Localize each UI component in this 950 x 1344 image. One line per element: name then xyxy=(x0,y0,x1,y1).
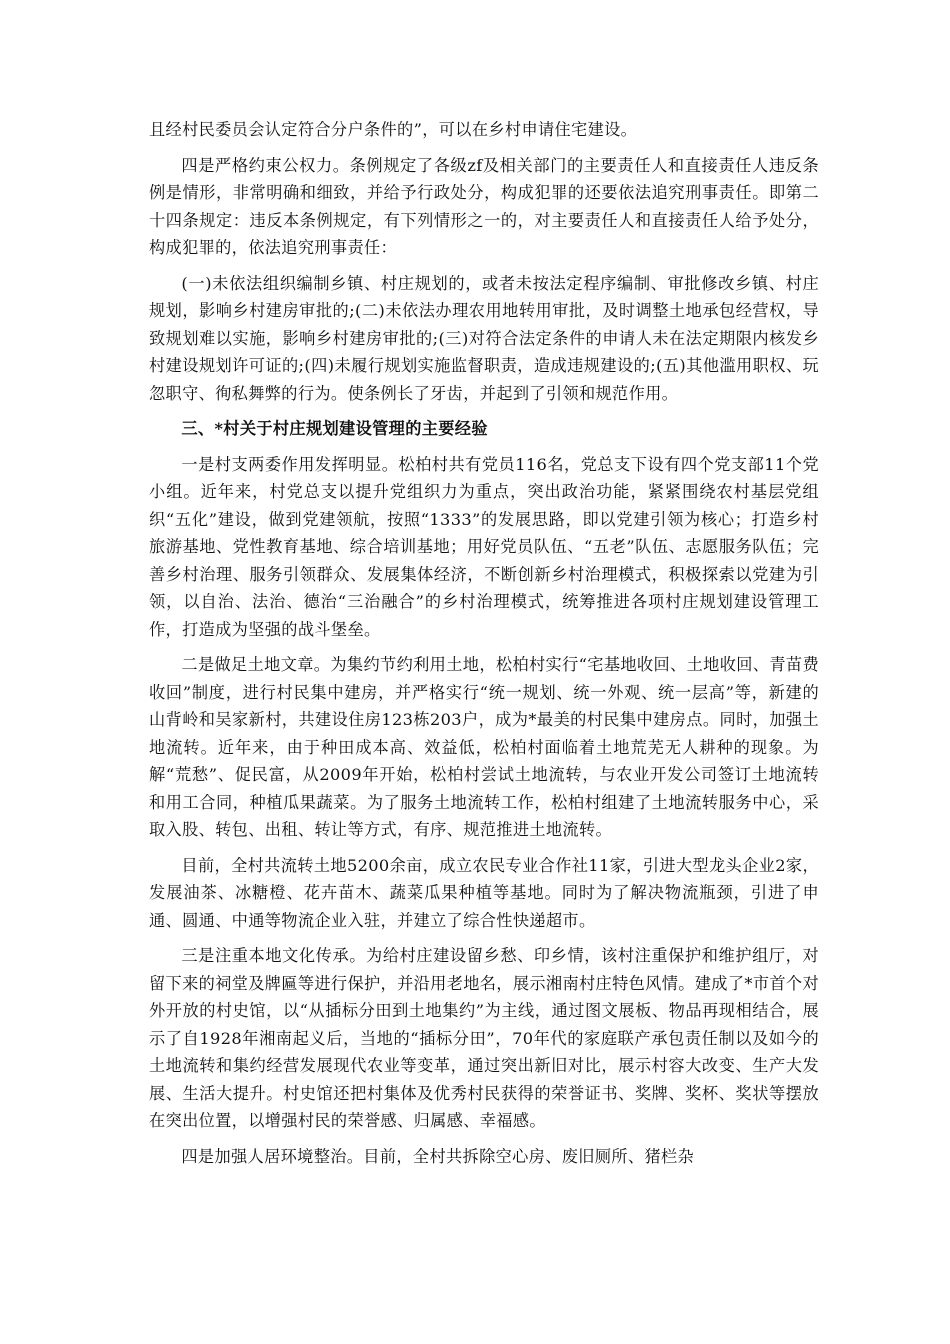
paragraph-land: 二是做足土地文章。为集约节约利用土地，松柏村实行“宅基地收回、土地收回、青苗费收回”制度，进行村民集中建房，并严格实行“统一规划、统一外观、统一层高”等，新建的山背岭和吴家新村，共建设住房123栋203户，成为*最美的村民集中建房点。同时，加强土地流转。近年来，由于种田成本高、效益低，松柏村面临着土地荒芜无人耕种的现象。为解“荒愁”、促民富，从2009年开始，松柏村尝试土地流转，与农业开发公司签订土地流转和用工合同，种植瓜果蔬菜。为了服务土地流转工作，松柏村组建了土地流转服务中心，采取入股、转包、出租、转让等方式，有序、规范推进土地流转。 xyxy=(149,655,819,839)
paragraph-culture: 三是注重本地文化传承。为给村庄建设留乡愁、印乡情，该村注重保护和维护组厅，对留下来的祠堂及牌匾等进行保护，并沿用老地名，展示湘南村庄特色风情。建成了*市首个对外开放的村史馆，以“从插标分田到土地集约”为主线，通过图文展板、物品再现相结合，展示了自1928年湘南起义后，当地的“插标分田”，70年代的家庭联产承包责任制以及如今的土地流转和集约经营发展现代农业等变革，通过突出新旧对比，展示村容大改变、生产大发展、生活大提升。村史馆还把村集体及优秀村民获得的荣誉证书、奖牌、奖杯、奖状等摆放在突出位置，以增强村民的荣誉感、归属感、幸福感。 xyxy=(149,946,819,1130)
section-heading: 三、*村关于村庄规划建设管理的主要经验 xyxy=(181,419,488,438)
paragraph-land-transfer-results: 目前，全村共流转土地5200余亩，成立农民专业合作社11家，引进大型龙头企业2家，发展油茶、冰糖橙、花卉苗木、蔬菜瓜果种植等基地。同时为了解决物流瓶颈，引进了申通、圆通、中通等物流企业入驻，并建立了综合性快递超市。 xyxy=(149,855,819,930)
paragraph-environment: 四是加强人居环境整治。目前，全村共拆除空心房、废旧厕所、猪栏杂 xyxy=(181,1146,695,1166)
paragraph-violation-list: (一)未依法组织编制乡镇、村庄规划的，或者未按法定程序编制、审批修改乡镇、村庄规划，影响乡村建房审批的;(二)未依法办理农用地转用审批，及时调整土地承包经营权，导致规划难以实施，影响乡村建房审批的;(三)对符合法定条件的申请人未在法定期限内核发乡村建设规划许可证的;(四)未履行规划实施监督职责，造成违规建设的;(五)其他滥用职权、玩忽职守、徇私舞弊的行为。使条例长了牙齿，并起到了引领和规范作用。 xyxy=(149,273,819,403)
paragraph-continuation: 且经村民委员会认定符合分户条件的”，可以在乡村申请住宅建设。 xyxy=(149,120,638,139)
paragraph-party-role: 一是村支两委作用发挥明显。松柏村共有党员116名，党总支下设有四个党支部11个党小组。近年来，村党总支以提升党组织力为重点，突出政治功能，紧紧围绕农村基层党组织“五化”建设，做到党建领航，按照“1333”的发展思路，即以党建引领为核心；打造乡村旅游基地、党性教育基地、综合培训基地；用好党员队伍、“五老”队伍、志愿服务队伍；完善乡村治理、服务引领群众、发展集体经济，不断创新乡村治理模式，积极探索以党建为引领，以自治、法治、德治“三治融合”的乡村治理模式，统筹推进各项村庄规划建设管理工作，打造成为坚强的战斗堡垒。 xyxy=(149,454,819,639)
paragraph-public-power: 四是严格约束公权力。条例规定了各级zf及相关部门的主要责任人和直接责任人违反条例是情形，非常明确和细致，并给予行政处分，构成犯罪的还要依法追究刑事责任。即第二十四条规定：违反本条例规定，有下列情形之一的，对主要责任人和直接责任人给予处分，构成犯罪的，依法追究刑事责任： xyxy=(149,155,819,257)
document-page xyxy=(149,116,819,1178)
